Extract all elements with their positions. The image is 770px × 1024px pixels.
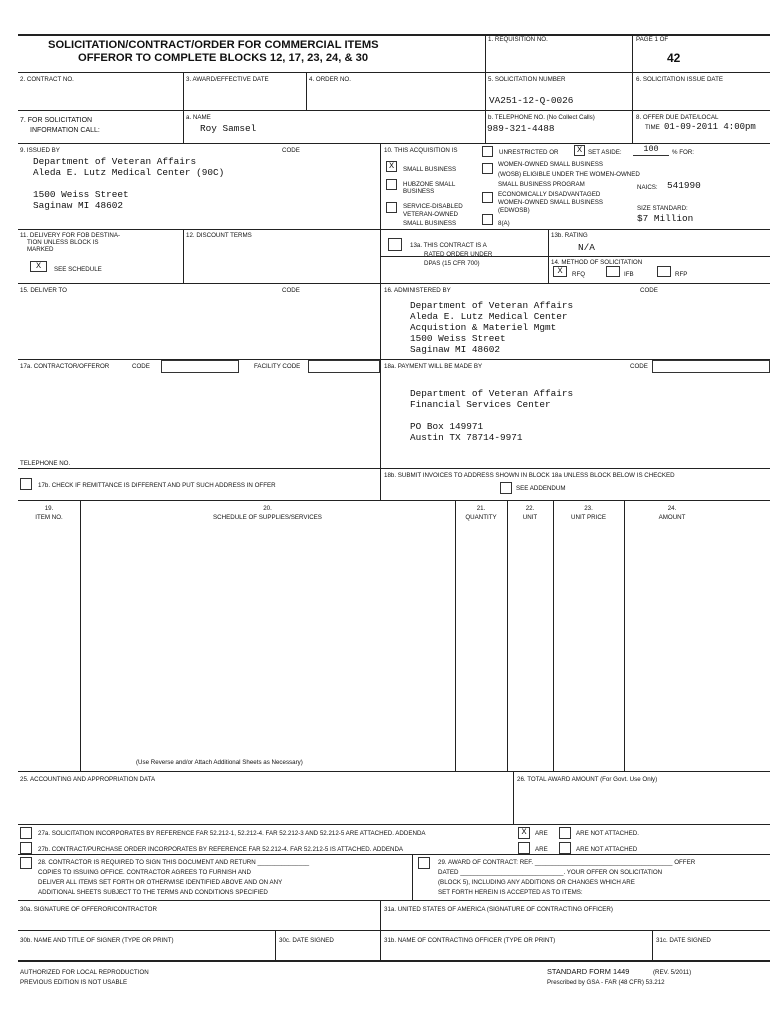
clause-27b-are-not-checkbox[interactable] [559, 842, 571, 854]
footer-prescribed: Prescribed by GSA - FAR (48 CFR) 53.212 [547, 979, 665, 986]
contractor-code-field[interactable] [161, 360, 239, 373]
rule [18, 824, 770, 825]
size-standard-label: SIZE STANDARD: [637, 205, 688, 212]
footer-form-name: STANDARD FORM 1449 [547, 967, 630, 976]
edwosb-label-2: WOMEN-OWNED SMALL BUSINESS [498, 199, 603, 206]
wosb-label-3: SMALL BUSINESS PROGRAM [498, 181, 585, 188]
contact-name[interactable]: Roy Samsel [200, 123, 257, 134]
rating-value[interactable]: N/A [578, 242, 595, 253]
rule [632, 34, 633, 143]
rfq-label: RFQ [572, 271, 586, 278]
award-date-label: 3. AWARD/EFFECTIVE DATE [186, 76, 269, 83]
col-23-number: 23. [584, 505, 593, 512]
telephone-number[interactable]: 989-321-4488 [487, 123, 555, 134]
administered-by-code-label: CODE [640, 287, 658, 294]
issued-by-line-4: 1500 Weiss Street [33, 189, 129, 200]
addendum-label: SEE ADDENDUM [516, 485, 566, 492]
officer-date-label: 31c. DATE SIGNED [656, 937, 711, 944]
delivery-label-3: MARKED [27, 246, 54, 253]
form-title: SOLICITATION/CONTRACT/ORDER FOR COMMERCIAL ITEMS [48, 39, 379, 51]
sdvosb-checkbox[interactable] [386, 202, 397, 213]
rule [652, 930, 653, 960]
col-20-number: 20. [263, 505, 272, 512]
small-business-label: SMALL BUSINESS [403, 166, 457, 173]
rule [380, 900, 381, 960]
col-22-header: UNIT [522, 514, 538, 521]
solicitation-number-label: 5. SOLICITATION NUMBER [488, 76, 566, 83]
rule [455, 500, 456, 771]
issued-by-code-label: CODE [282, 147, 300, 154]
clause-27a-text: 27a. SOLICITATION INCORPORATES BY REFERENCE FAR 52.212-1, 52.212-4. FAR 52.212-3 AND 52.212-5 ARE ATTACHED. ADDENDA [38, 830, 426, 837]
rfq-checkbox[interactable]: X [553, 266, 567, 277]
rule [412, 854, 413, 900]
footer-previous-edition: PREVIOUS EDITION IS NOT USABLE [20, 979, 128, 986]
clause-29-checkbox[interactable] [418, 857, 430, 869]
wosb-checkbox[interactable] [482, 163, 493, 174]
payment-line-5: Austin TX 78714-9971 [410, 432, 523, 443]
delivery-label-1: 11. DELIVERY FOR FOB DESTINA- [20, 232, 121, 239]
issued-by-line-2: Aleda E. Lutz Medical Center (90C) [33, 167, 225, 178]
clause-27b-are-not-label: ARE NOT ATTACHED [576, 846, 638, 853]
administered-by-line-5: Saginaw MI 48602 [410, 344, 501, 355]
offer-due-time-label: TIME [645, 124, 660, 131]
eight-a-label: 8(A) [498, 220, 510, 227]
wosb-label-2: (WOSB) ELIGIBLE UNDER THE WOMEN-OWNED [498, 171, 640, 178]
setaside-checkbox[interactable]: X [574, 145, 585, 156]
rfp-checkbox[interactable] [657, 266, 671, 277]
setaside-label: SET ASIDE: [588, 149, 622, 156]
rule [18, 500, 770, 501]
rule [18, 771, 770, 772]
clause-27b-text: 27b. CONTRACT/PURCHASE ORDER INCORPORATES BY REFERENCE FAR 52.212-4. FAR 52.212-5 IS ATTACHED. ADDENDA [38, 846, 404, 853]
payment-line-4: PO Box 149971 [410, 421, 484, 432]
small-business-checkbox[interactable]: X [386, 161, 397, 172]
issued-by-line-1: Department of Veteran Affairs [33, 156, 197, 167]
clause-27a-checkbox[interactable] [20, 827, 32, 839]
remittance-checkbox[interactable] [20, 478, 32, 490]
footer-reproduction: AUTHORIZED FOR LOCAL REPRODUCTION [20, 969, 149, 976]
officer-name-label: 31b. NAME OF CONTRACTING OFFICER (TYPE OR PRINT) [384, 937, 556, 944]
page-label: PAGE 1 OF [636, 36, 669, 43]
col-21-number: 21. [476, 505, 486, 512]
requisition-no-label: 1. REQUISITION NO. [488, 36, 548, 43]
naics-code[interactable]: 541990 [667, 180, 701, 191]
rule [183, 229, 184, 283]
rated-order-label-3: DPAS (15 CFR 700) [424, 260, 480, 267]
rfp-label: RFP [675, 271, 688, 278]
ifb-label: IFB [624, 271, 634, 278]
clause-27b-are-label: ARE [535, 846, 548, 853]
solicitation-number[interactable]: VA251-12-Q-0026 [489, 95, 574, 106]
percent-for-label: % FOR: [672, 149, 695, 156]
rule [18, 110, 770, 111]
administered-by-line-3: Acquistion & Materiel Mgmt [410, 322, 557, 333]
offeror-date-label: 30c. DATE SIGNED [279, 937, 334, 944]
unrestricted-checkbox[interactable] [482, 146, 493, 157]
telephone-no-label: TELEPHONE NO. [20, 460, 71, 467]
deliver-to-label: 15. DELIVER TO [20, 287, 67, 294]
rule [485, 34, 486, 143]
setaside-percent[interactable]: 100 [633, 145, 669, 156]
clause-29-line-4: SET FORTH HEREIN IS ACCEPTED AS TO ITEMS: [438, 889, 583, 896]
rule [513, 771, 514, 824]
issue-date-label: 6. SOLICITATION ISSUE DATE [636, 76, 723, 83]
footer-revision: (REV. 5/2011) [653, 969, 692, 976]
order-no-label: 4. ORDER NO. [309, 76, 351, 83]
clause-29-line-3: (BLOCK 5), INCLUDING ANY ADDITIONS OR CHANGES WHICH ARE [438, 879, 635, 886]
ifb-checkbox[interactable] [606, 266, 620, 277]
method-label: 14. METHOD OF SOLICITATION [551, 259, 643, 266]
rule [18, 283, 770, 284]
administered-by-label: 16. ADMINISTERED BY [384, 287, 451, 294]
hubzone-label-2: BUSINESS [403, 188, 435, 195]
clause-27a-are-checkbox[interactable]: X [518, 827, 530, 839]
clause-27a-are-label: ARE [535, 830, 548, 837]
rule [306, 72, 307, 110]
rule [80, 500, 81, 771]
edwosb-label-1: ECONOMICALLY DISADVANTAGED [498, 191, 601, 198]
addendum-checkbox[interactable] [500, 482, 512, 494]
col-24-header: AMOUNT [658, 514, 686, 521]
administered-by-line-2: Aleda E. Lutz Medical Center [410, 311, 568, 322]
eight-a-checkbox[interactable] [482, 214, 493, 225]
contractor-code-label: CODE [132, 363, 150, 370]
total-award-label: 26. TOTAL AWARD AMOUNT (For Govt. Use Only) [517, 776, 658, 783]
rule [18, 72, 770, 73]
payment-line-2: Financial Services Center [410, 399, 551, 410]
col-23-header: UNIT PRICE [571, 514, 606, 521]
delivery-label-2: TION UNLESS BLOCK IS [27, 239, 99, 246]
payment-label: 18a. PAYMENT WILL BE MADE BY [384, 363, 483, 370]
col-22-number: 22. [525, 505, 535, 512]
see-schedule-checkbox[interactable]: X [30, 261, 47, 272]
contractor-label: 17a. CONTRACTOR/OFFEROR [20, 363, 110, 370]
unrestricted-label: UNRESTRICTED OR [499, 149, 559, 156]
rule [275, 930, 276, 960]
invoice-label: 18b. SUBMIT INVOICES TO ADDRESS SHOWN IN BLOCK 18a UNLESS BLOCK BELOW IS CHECKED [384, 472, 675, 479]
clause-29-line-2: DATED ______________________________. YOUR OFFER ON SOLICITATION [438, 869, 663, 876]
clause-28-checkbox[interactable] [20, 857, 32, 869]
facility-code-label: FACILITY CODE [254, 363, 301, 370]
clause-27a-are-not-label: ARE NOT ATTACHED. [576, 830, 639, 837]
rule [380, 143, 381, 468]
rule [18, 468, 770, 469]
col-21-header: QUANTITY [465, 514, 497, 521]
clause-27a-are-not-checkbox[interactable] [559, 827, 571, 839]
wosb-label-1: WOMEN-OWNED SMALL BUSINESS [498, 161, 603, 168]
col-19-number: 19. [44, 505, 54, 512]
remittance-label: 17b. CHECK IF REMITTANCE IS DIFFERENT AND PUT SUCH ADDRESS IN OFFER [38, 482, 276, 489]
telephone-label: b. TELEPHONE NO. (No Collect Calls) [488, 114, 595, 121]
form-subtitle: OFFEROR TO COMPLETE BLOCKS 12, 17, 23, 24, & 30 [78, 52, 369, 64]
rule [18, 854, 770, 855]
rated-order-label-1: 13a. THIS CONTRACT IS A [410, 242, 487, 249]
naics-label: NAICS: [637, 184, 658, 191]
info-call-label-2: INFORMATION CALL: [30, 127, 100, 134]
facility-code-field[interactable] [308, 360, 380, 373]
clause-28-line-2: COPIES TO ISSUING OFFICE. CONTRACTOR AGREES TO FURNISH AND [38, 869, 251, 876]
col-20-header: SCHEDULE OF SUPPLIES/SERVICES [213, 514, 322, 521]
rule [18, 229, 770, 230]
issued-by-line-5: Saginaw MI 48602 [33, 200, 124, 211]
edwosb-label-3: (EDWOSB) [498, 207, 530, 214]
administered-by-line-1: Department of Veteran Affairs [410, 300, 574, 311]
offer-due-value[interactable]: 01-09-2011 4:00pm [664, 122, 756, 132]
rated-order-label-2: RATED ORDER UNDER [424, 251, 493, 258]
deliver-to-code-label: CODE [282, 287, 300, 294]
schedule-note: (Use Reverse and/or Attach Additional Sheets as Necessary) [136, 759, 303, 766]
rule [18, 900, 770, 901]
rating-label: 13b. RATING [551, 232, 588, 239]
rule [18, 930, 770, 931]
rule [183, 72, 184, 143]
col-24-number: 24. [667, 505, 677, 512]
clause-27b-are-checkbox[interactable] [518, 842, 530, 854]
acquisition-label: 10. THIS ACQUISITION IS [384, 147, 458, 154]
size-standard[interactable]: $7 Million [637, 213, 694, 224]
sdvosb-label-1: SERVICE-DISABLED [403, 203, 463, 210]
contract-no-label: 2. CONTRACT NO. [20, 76, 74, 83]
edwosb-checkbox[interactable] [482, 192, 493, 203]
payment-code-field[interactable] [652, 360, 770, 373]
sdvosb-label-3: SMALL BUSINESS [403, 220, 457, 227]
clause-28-line-1: 28. CONTRACTOR IS REQUIRED TO SIGN THIS DOCUMENT AND RETURN _______________ [38, 859, 310, 866]
hubzone-label-1: HUBZONE SMALL [403, 181, 456, 188]
offer-due-label: 8. OFFER DUE DATE/LOCAL [636, 114, 719, 121]
payment-line-1: Department of Veteran Affairs [410, 388, 574, 399]
administered-by-line-4: 1500 Weiss Street [410, 333, 506, 344]
rule [507, 500, 508, 771]
signer-name-label: 30b. NAME AND TITLE OF SIGNER (TYPE OR PRINT) [20, 937, 174, 944]
page-count: 42 [667, 51, 681, 65]
clause-28-line-4: ADDITIONAL SHEETS SUBJECT TO THE TERMS AND CONDITIONS SPECIFIED [38, 889, 268, 896]
issued-by-label: 9. ISSUED BY [20, 147, 60, 154]
rule [553, 500, 554, 771]
contact-name-label: a. NAME [186, 114, 211, 121]
form-bottom-border [18, 960, 770, 962]
see-schedule-label: SEE SCHEDULE [54, 266, 102, 273]
accounting-label: 25. ACCOUNTING AND APPROPRIATION DATA [20, 776, 156, 783]
clause-29-line-1: 29. AWARD OF CONTRACT: REF. ________________________________________ OFFER [438, 859, 696, 866]
col-19-header: ITEM NO. [35, 514, 63, 521]
clause-27b-checkbox[interactable] [20, 842, 32, 854]
rule [624, 500, 625, 771]
rated-order-checkbox[interactable] [388, 238, 402, 251]
signature-officer-label: 31a. UNITED STATES OF AMERICA (SIGNATURE OF CONTRACTING OFFICER) [384, 906, 613, 913]
payment-code-label: CODE [630, 363, 648, 370]
rule [548, 229, 549, 283]
signature-offeror-label: 30a. SIGNATURE OF OFFEROR/CONTRACTOR [20, 906, 157, 913]
sdvosb-label-2: VETERAN-OWNED [403, 211, 459, 218]
clause-28-line-3: DELIVER ALL ITEMS SET FORTH OR OTHERWISE IDENTIFIED ABOVE AND ON ANY [38, 879, 283, 886]
info-call-label: 7. FOR SOLICITATION [20, 117, 93, 124]
rule [380, 468, 381, 500]
hubzone-checkbox[interactable] [386, 179, 397, 190]
discount-terms-label: 12. DISCOUNT TERMS [186, 232, 252, 239]
